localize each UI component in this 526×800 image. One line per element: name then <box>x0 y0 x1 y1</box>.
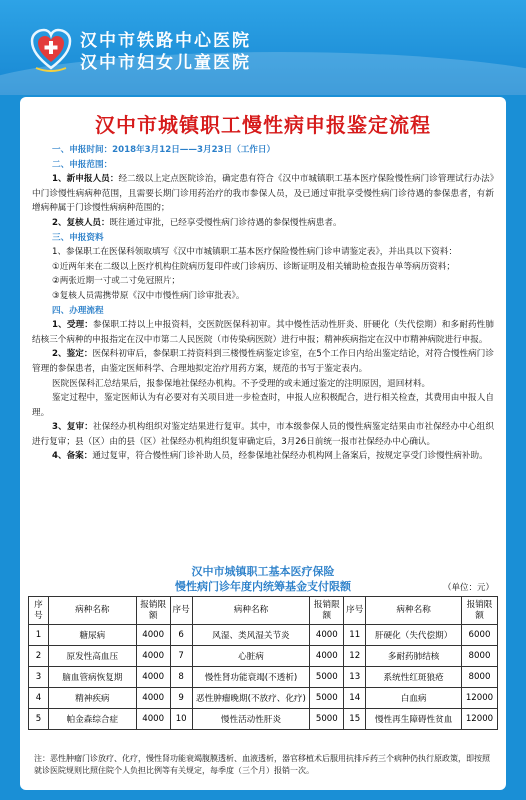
page-title: 汉中市城镇职工慢性病申报鉴定流程 <box>95 113 431 137</box>
table-cell: 糖尿病 <box>48 625 136 646</box>
table-body <box>29 625 498 730</box>
table-cell: 慢性肾功能衰竭(不透析) <box>192 667 310 688</box>
table-cell: 4000 <box>136 625 170 646</box>
section-4-paragraph-6 <box>32 449 494 464</box>
header-limit: 报销限额 <box>310 597 344 625</box>
table-cell: 1 <box>29 625 49 646</box>
table-cell: 12 <box>344 646 366 667</box>
table-row <box>29 709 498 730</box>
document-content <box>32 143 494 464</box>
section-2-paragraph-1 <box>32 172 494 216</box>
table-row <box>29 625 498 646</box>
limit-table-section <box>28 564 498 730</box>
table-header-row <box>29 597 498 625</box>
header-banner <box>0 0 526 95</box>
header-no: 序号 <box>29 597 49 625</box>
hospital-name-2: 汉中市妇女儿童医院 <box>80 53 251 73</box>
s4-p6-bold: 4、备案： <box>52 451 93 462</box>
table-note: 注：恶性肿瘤门诊放疗、化疗，慢性肾功能衰竭腹膜透析、血液透析，器官移植术后服用抗排斥药三个病种仍执行原政策，即按照就诊医院规则比照住院个人负担比例等有关规定，每季度（三个月）报销一次。 <box>34 754 490 775</box>
table-cell: 5 <box>29 709 49 730</box>
s2-p2-text: 既往通过审批，已经享受慢性病门诊待遇的参保慢性病患者。 <box>109 217 342 228</box>
table-cell: 心脏病 <box>192 646 310 667</box>
table-cell: 多耐药肺结核 <box>366 646 462 667</box>
header-name: 病种名称 <box>48 597 136 625</box>
table-cell: 11 <box>344 625 366 646</box>
hospital-names <box>80 30 251 74</box>
table-cell: 慢性活动性肝炎 <box>192 709 310 730</box>
s4-p6-text: 通过复审，符合慢性病门诊补助人员，经参保地社保经办机构网上备案后，按规定享受门诊慢性病补助。 <box>92 451 488 462</box>
section-1 <box>32 143 494 158</box>
table-cell: 原发性高血压 <box>48 646 136 667</box>
table-cell: 2 <box>29 646 49 667</box>
header-wave <box>0 52 526 95</box>
section-1-label: 一、申报时间： <box>52 145 113 155</box>
table-row <box>29 667 498 688</box>
table-cell: 13 <box>344 667 366 688</box>
section-3-label: 三、申报资料 <box>52 232 104 243</box>
table-cell: 精神疾病 <box>48 688 136 709</box>
table-subtitle-row <box>28 579 498 594</box>
hospital-logo-icon <box>30 28 72 72</box>
table-row <box>29 646 498 667</box>
section-4-paragraph-1 <box>32 318 494 347</box>
s2-p1-bold: 1、新申报人员： <box>52 174 119 185</box>
section-4-paragraph-4: 鉴定过程中，鉴定医师认为有必要对有关项目进一步检查时，申报人应积极配合，进行相关检查，其费用由申报人自理。 <box>32 393 494 418</box>
s2-p1-text: 经二级以上定点医院诊治，确定患有符合《汉中市城镇职工基本医疗保险慢性病门诊管理试行办法》中门诊慢性病病种范围，且需要长期门诊用药治疗的我市参保人员，及已通过审批享受慢性病门诊待遇的参保患者，有新增病种属于门诊慢性病病种范围的； <box>32 174 495 214</box>
s4-p1-text: 参保职工持以上申报资料，交医院医保科初审。其中慢性活动性肝炎、肝硬化（失代偿期）和多耐药性肺结核三个病种的申报指定在汉中市第二人民医院（市传染病医院）进行申报；精神疾病指定在汉中市精神病院进行申报。 <box>32 320 494 345</box>
table-cell: 6 <box>170 625 192 646</box>
table-cell: 3 <box>29 667 49 688</box>
table-cell: 6000 <box>461 625 497 646</box>
table-title-1: 汉中市城镇职工基本医疗保险 <box>191 565 335 578</box>
header-name: 病种名称 <box>192 597 310 625</box>
table-title-2: 慢性病门诊年度内统筹基金支付限额 <box>175 580 351 593</box>
table-cell: 15 <box>344 709 366 730</box>
s4-p5-bold: 3、复审： <box>52 422 93 433</box>
header-no: 序号 <box>170 597 192 625</box>
section-3-paragraph-1: 1、参保职工在医保科领取填写《汉中市城镇职工基本医疗保险慢性病门诊申请鉴定表》，并出具以下资料： <box>52 247 458 258</box>
hospital-name-1: 汉中市铁路中心医院 <box>80 31 251 51</box>
table-cell: 8000 <box>461 667 497 688</box>
section-3-item-1: ①近两年来在二级以上医疗机构住院病历复印件或门诊病历、诊断证明及相关辅助检查报告单等病历资料； <box>52 261 456 272</box>
document-paper <box>20 97 506 790</box>
s4-p2-bold: 2、鉴定： <box>52 349 93 360</box>
table-cell: 4000 <box>136 667 170 688</box>
section-3-item-2: ②两张近期一寸或二寸免冠照片； <box>52 276 181 287</box>
table-cell: 5000 <box>310 667 344 688</box>
table-cell: 帕金森综合症 <box>48 709 136 730</box>
table-row <box>29 688 498 709</box>
header-no: 序号 <box>344 597 366 625</box>
table-cell: 5000 <box>310 688 344 709</box>
header-limit: 报销限额 <box>461 597 497 625</box>
s2-p2-bold: 2、复核人员： <box>52 217 110 228</box>
section-4-paragraph-5 <box>32 420 494 449</box>
table-cell: 慢性再生障碍性贫血 <box>366 709 462 730</box>
s4-p5-text: 社保经办机构组织对鉴定结果进行复审。其中，市本级参保人员的慢性病鉴定结果由市社保经办中心组织进行复审；县（区）由的县（区）社保经办机构组织复审确定后，3月26日前统一报市社保经办中心确认。 <box>32 422 494 447</box>
header-name: 病种名称 <box>366 597 462 625</box>
table-cell: 7 <box>170 646 192 667</box>
table-cell: 9 <box>170 688 192 709</box>
s4-p1-bold: 1、受理： <box>52 320 93 331</box>
table-cell: 8000 <box>461 646 497 667</box>
table-cell: 5000 <box>310 709 344 730</box>
limit-table <box>28 596 498 730</box>
s4-p2-text: 医保科初审后，参保职工持资料到三楼慢性病鉴定诊室，在5个工作日内给出鉴定结论，对符合慢性病门诊管理的参保患者，由鉴定医师科学、合理地拟定治疗用药方案，规范的书写于鉴定表内。 <box>32 349 494 374</box>
table-unit: （单位：元） <box>442 583 494 593</box>
table-cell: 12000 <box>461 709 497 730</box>
table-cell: 脑血管病恢复期 <box>48 667 136 688</box>
header-limit: 报销限额 <box>136 597 170 625</box>
table-cell: 14 <box>344 688 366 709</box>
table-cell: 4000 <box>136 688 170 709</box>
table-cell: 系统性红斑狼疮 <box>366 667 462 688</box>
section-1-text: 2018年3月12日——3月23日（工作日） <box>112 145 276 155</box>
table-cell: 白血病 <box>366 688 462 709</box>
section-2-paragraph-2 <box>32 216 494 231</box>
table-cell: 10 <box>170 709 192 730</box>
section-3-item-3: ③复核人员需携带原《汉中市慢性病门诊审批表》。 <box>52 290 245 301</box>
table-cell: 恶性肿瘤晚期(不放疗、化疗) <box>192 688 310 709</box>
section-4-paragraph-3: 医院医保科汇总结果后，报参保地社保经办机构。不予受理的或未通过鉴定的注明原因，退回材料。 <box>52 378 431 389</box>
table-cell: 4000 <box>136 709 170 730</box>
table-cell: 肝硬化（失代偿期） <box>366 625 462 646</box>
table-cell: 4 <box>29 688 49 709</box>
section-4-label: 四、办理流程 <box>52 305 104 316</box>
table-cell: 8 <box>170 667 192 688</box>
table-cell: 4000 <box>310 646 344 667</box>
section-4-paragraph-2 <box>32 347 494 376</box>
section-2-label: 二、申报范围： <box>52 159 113 170</box>
table-cell: 12000 <box>461 688 497 709</box>
table-cell: 风湿、类风湿关节炎 <box>192 625 310 646</box>
table-cell: 4000 <box>136 646 170 667</box>
table-cell: 4000 <box>310 625 344 646</box>
